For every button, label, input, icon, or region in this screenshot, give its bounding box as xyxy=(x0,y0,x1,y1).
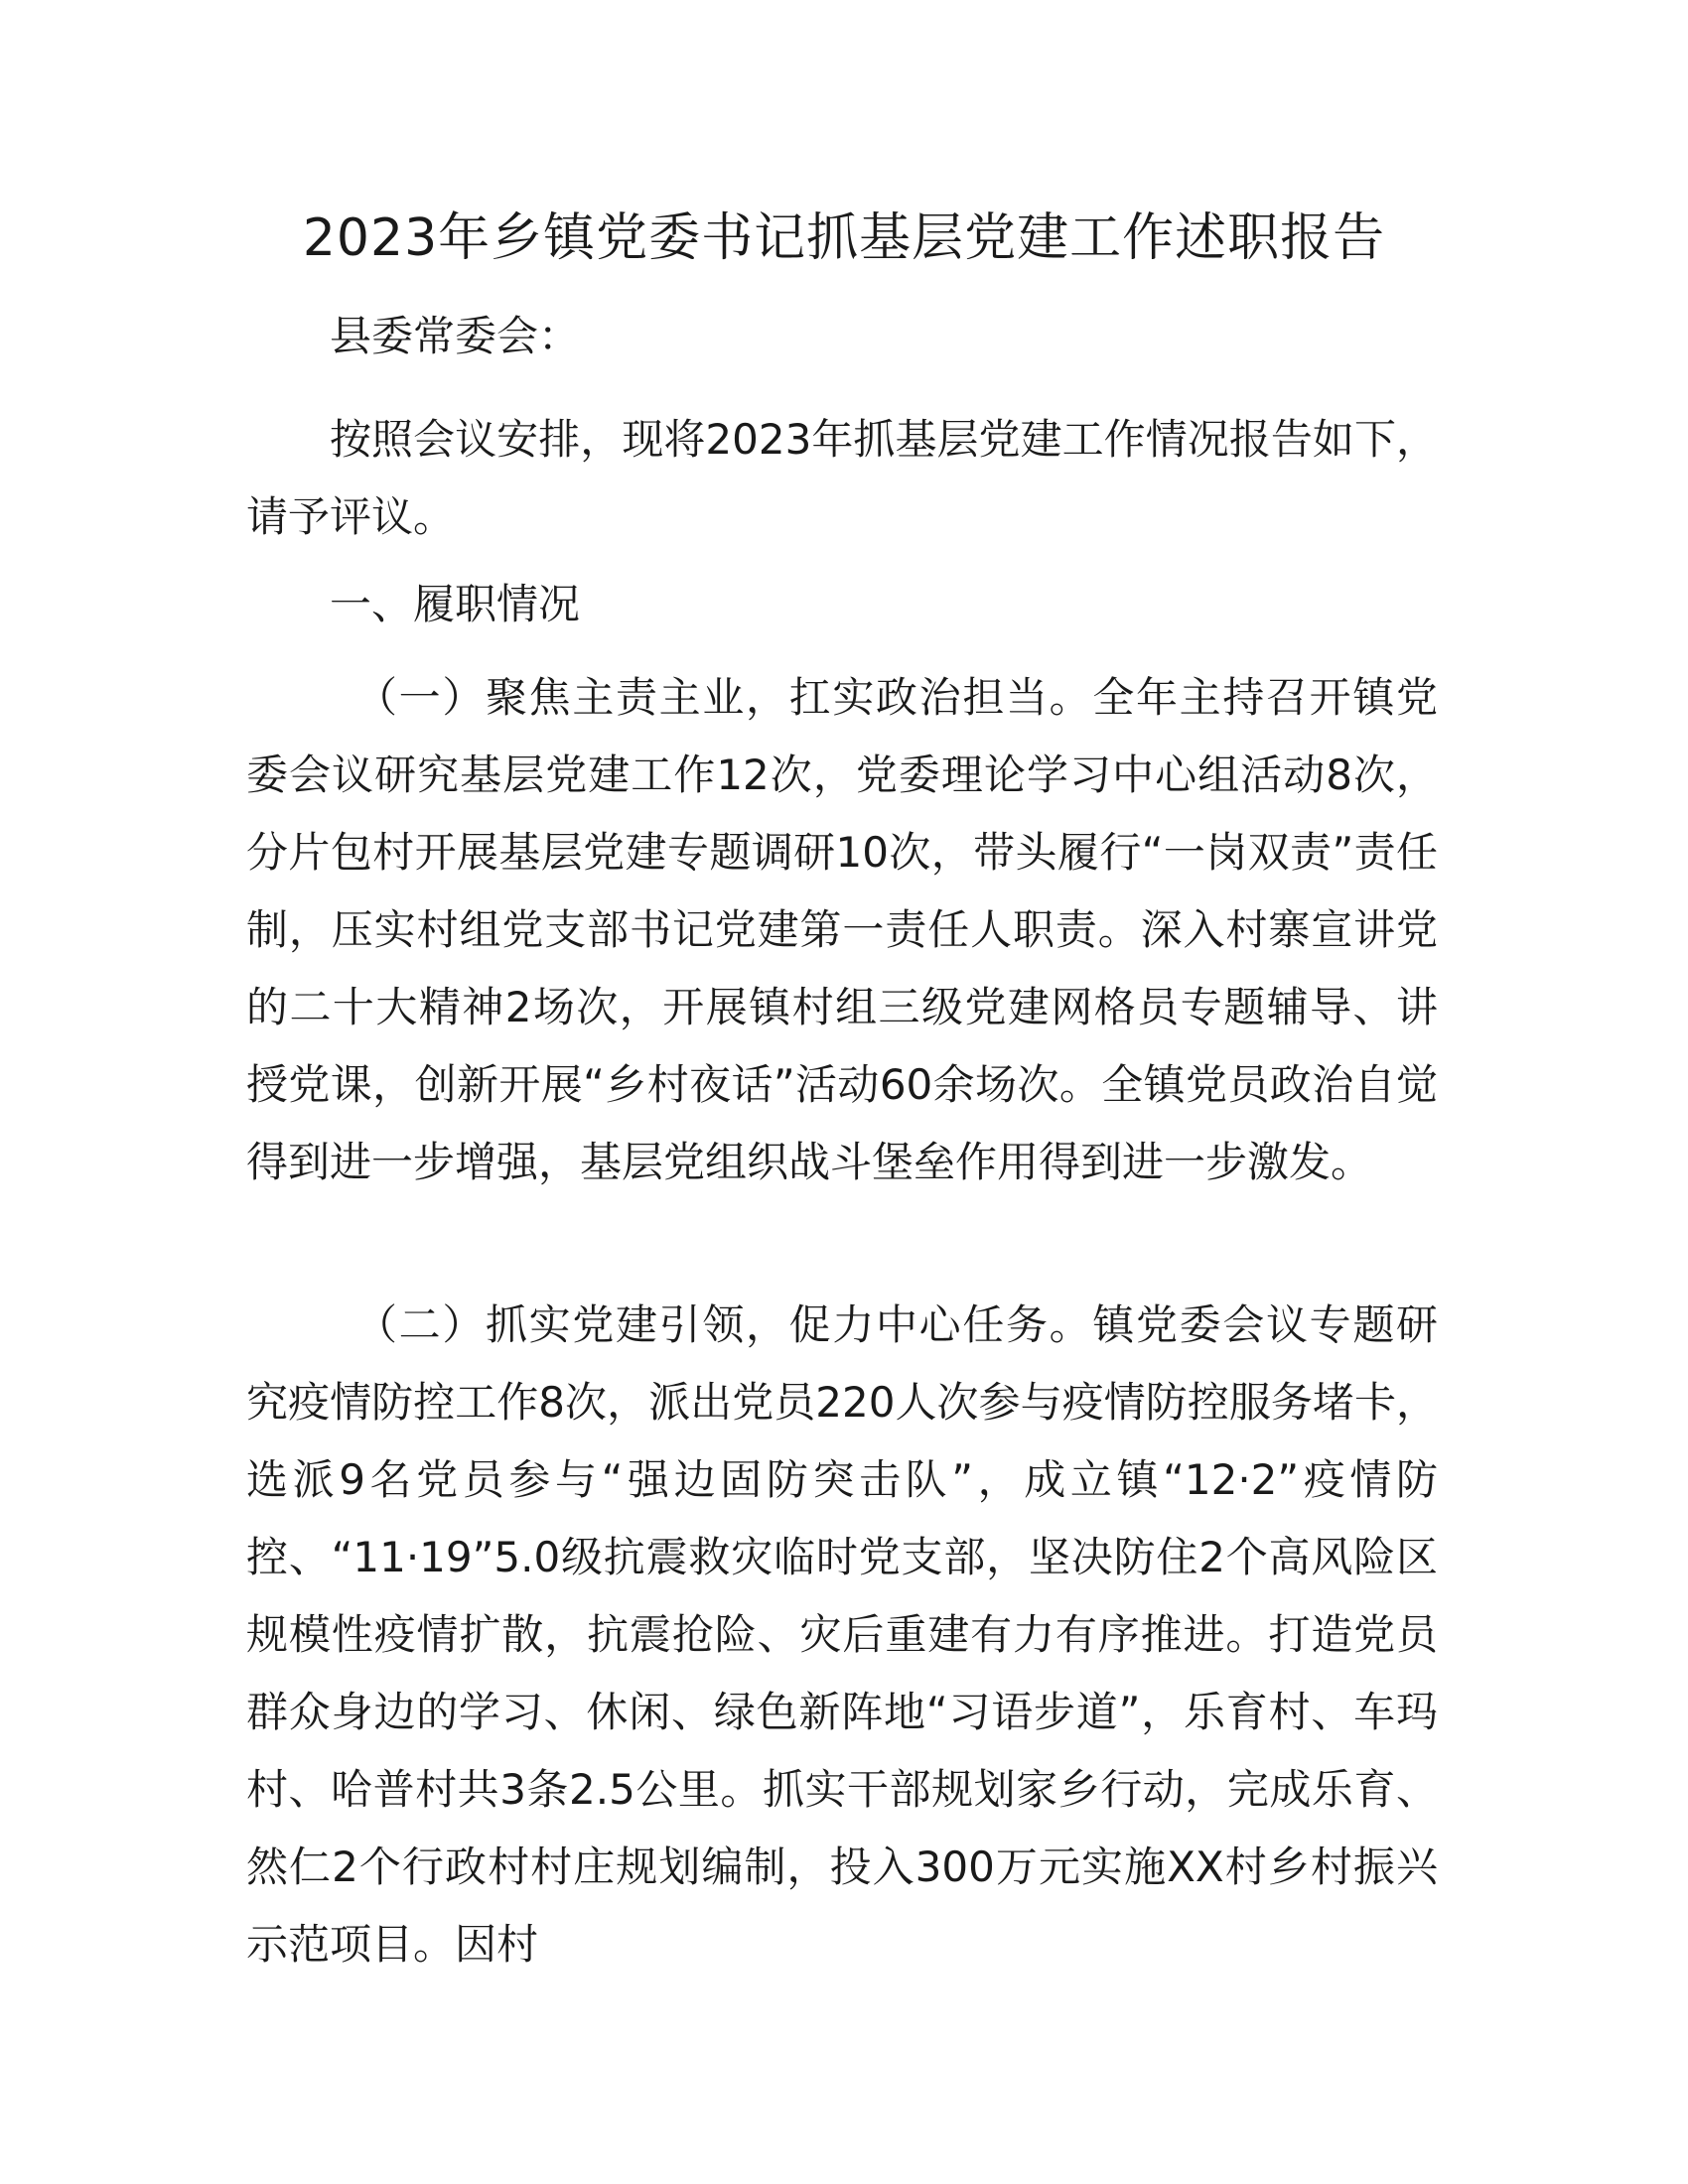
section-heading: 一、履职情况 xyxy=(330,580,581,628)
document-title: 2023年乡镇党委书记抓基层党建工作述职报告 xyxy=(302,208,1386,268)
paragraph-2: （二）抓实党建引领，促力中心任务。镇党委会议专题研究疫情防控工作8次，派出党员220人次参与疫情防控服务堵卡，选派9名党员参与“强边固防突击队”，成立镇“12·2”疫情防控、“11·19”5.0级抗震救灾临时党支部，坚决防住2个高风险区规模性疫情扩散，抗震抢险、灾后重建有力有序推进。打造党员群众身边的学习、休闲、绿色新阵地“习语步道”，乐育村、车玛村、哈普村共3条2.5公里。抓实干部规划家乡行动，完成乐育、然仁2个行政村村庄规划编制，投入300万元实施XX村乡村振兴示范项目。因村 xyxy=(246,1300,1438,1969)
paragraph-1: （一）聚焦主责主业，扛实政治担当。全年主持召开镇党委会议研究基层党建工作12次，党委理论学习中心组活动8次，分片包村开展基层党建专题调研10次，带头履行“一岗双责”责任制，压实村组党支部书记党建第一责任人职责。深入村寨宣讲党的二十大精神2场次，开展镇村组三级党建网格员专题辅导、讲授党课，创新开展“乡村夜话”活动60余场次。全镇党员政治自觉得到进一步增强，基层党组织战斗堡垒作用得到进一步激发。 xyxy=(246,673,1438,1186)
salutation: 县委常委会： xyxy=(330,312,581,360)
intro-paragraph: 按照会议安排，现将2023年抓基层党建工作情况报告如下，请予评议。 xyxy=(246,415,1438,541)
